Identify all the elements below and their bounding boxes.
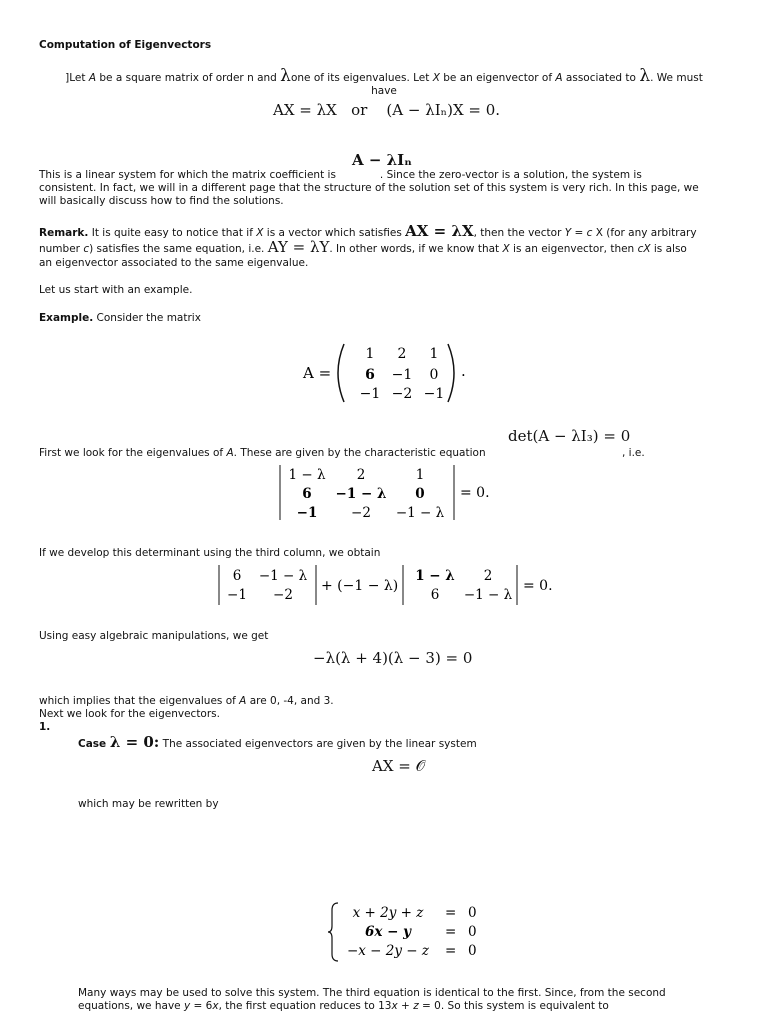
start-line: Let us start with an example. [39,284,193,296]
system-rhs: 0 [468,943,477,959]
svg-text:A =: A = [303,364,332,382]
det2-right-cell: −1 − λ [463,587,513,603]
manip-line: Using easy algebraic manipulations, we get [39,630,269,642]
system-lhs: −x − 2y − z [346,943,430,959]
left-paren [338,344,344,402]
det3-cell: −1 − λ [395,505,445,521]
linear-system-paragraph: This is a linear system for which the matrix coefficient is . Since the zero-vector is a solution, the system is consistent. In fact, we will in a different page that the structure of the solution set of this system is very rich. In this page, we will basically discuss how to find the solutions. [39,169,699,207]
determinant-3x3 [275,462,495,522]
det3-cell: 2 [356,467,366,483]
system-equals: = [445,924,457,940]
det3-cell: −1 [296,505,318,521]
matrix-cell: 0 [429,367,439,383]
final-paragraph: Many ways may be used to solve this system. The third equation is identical to the first. Since, from the second equations, we have y = 6x, the first equation reduces to 13x + z = 0. So this system is equivalent to [78,987,666,1012]
det2-right-cell: 2 [483,568,493,584]
develop-line: If we develop this determinant using the third column, we obtain [39,547,381,559]
remark-paragraph: Remark. It is quite easy to notice that if X is a vector which satisfies AX = λX, then the vector Y = c X (for any arbitrary number c) satisfies the same equation, i.e. AY = λY. In other words, if we know that X is an eigenvector, then cX is also an eigenvector associated to the same eigenvalue. [39,222,697,269]
system-lhs: x + 2y + z [352,905,424,921]
system-equals: = [445,905,457,921]
det2-right-cell: 6 [430,587,440,603]
system-rhs: 0 [468,905,477,921]
det2-left-cell: −1 − λ [258,568,308,584]
rewrite-line: which may be rewritten by [78,798,219,810]
matrix-cell: 2 [397,346,407,362]
eigenvalues-line: which implies that the eigenvalues of A are 0, -4, and 3. Next we look for the eigenvectors. 1. [39,695,334,733]
right-paren [448,344,454,402]
det2-left-cell: 6 [232,568,242,584]
intro-paragraph: ]Let A be a square matrix of order n and λone of its eigenvalues. Let X be an eigenvector of A associated to λ. We must have [65,66,703,97]
coefficient-matrix-expr: A − λIₙ [352,151,412,169]
matrix-a [296,338,476,408]
matrix-cell: −1 [359,386,381,402]
characteristic-polynomial: −λ(λ + 4)(λ − 3) = 0 [313,649,473,667]
left-brace [328,903,338,961]
svg-text:.: . [461,362,466,380]
det3-cell: 1 − λ [288,467,326,483]
system-lhs: 6x − y [365,924,411,940]
matrix-cell: −1 [391,367,413,383]
det3-cell: 6 [302,486,312,502]
matrix-cell: 1 [365,346,375,362]
linear-system-brace [328,900,488,964]
det2-left-cell: −2 [273,587,293,603]
homogeneous-system: AX = 𝒪 [372,757,426,775]
det3-cell: −2 [351,505,371,521]
det2-left-cell: −1 [227,587,247,603]
system-rhs: 0 [468,924,477,940]
char-equation: det(A − λI₃) = 0 [508,427,631,445]
case-line: Case λ = 0: The associated eigenvectors are given by the linear system [78,733,477,751]
determinant-2x2-expansion [213,563,563,607]
matrix-cell: 6 [365,367,375,383]
eigen-equation: AX = λX or (A − λIₙ)X = 0. [273,101,501,119]
ie-text: , i.e. [622,447,645,459]
svg-text:= 0.: = 0. [523,578,553,594]
matrix-cell: −1 [423,386,445,402]
example-line: Example. Consider the matrix [39,312,201,324]
matrix-cell: 1 [429,346,439,362]
matrix-cell: −2 [391,386,413,402]
charpoly-line: First we look for the eigenvalues of A. These are given by the characteristic equation [39,447,486,459]
svg-text:+ (−1 − λ): + (−1 − λ) [321,578,399,594]
det2-right-cell: 1 − λ [415,568,455,584]
svg-text:= 0.: = 0. [460,485,490,501]
det3-cell: 0 [415,486,425,502]
det3-cell: −1 − λ [335,486,387,502]
page-title: Computation of Eigenvectors [39,39,212,51]
system-equals: = [445,943,457,959]
det3-cell: 1 [415,467,425,483]
